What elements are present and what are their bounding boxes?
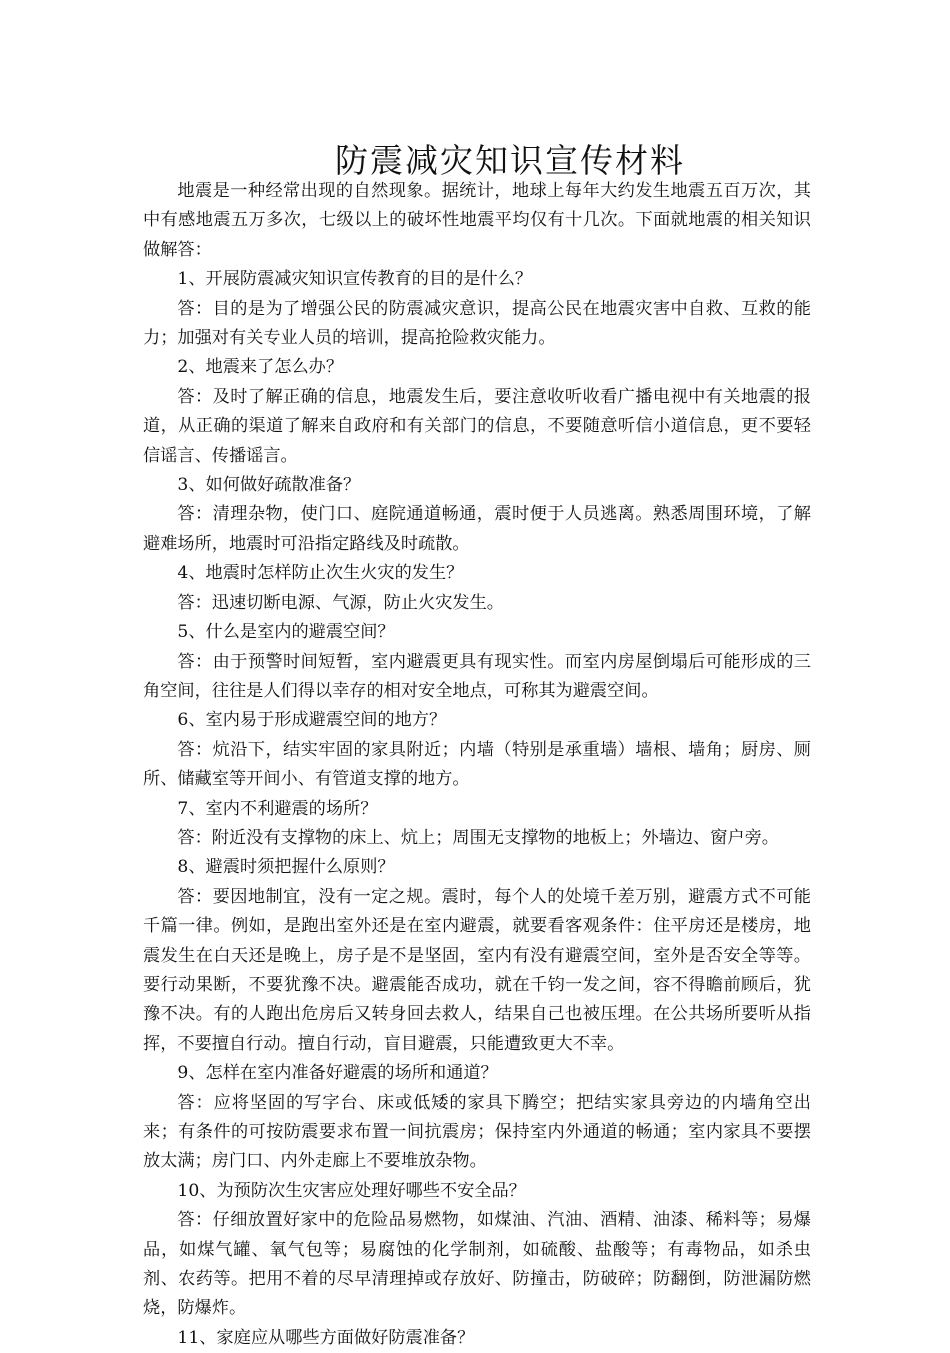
question-6: 6、室内易于形成避震空间的地方？ [177, 710, 447, 731]
answer-1: 答：目的是为了增强公民的防震减灾意识，提高公民在地震灾害中自救、互救的能力；加强对有关专业人员的培训，提高抢险救灾能力。 [143, 298, 811, 349]
question-8: 8、避震时须把握什么原则？ [177, 857, 395, 878]
question-10: 10、为预防次生灾害应处理好哪些不安全品？ [177, 1180, 526, 1201]
question-1: 1、开展防震减灾知识宣传教育的目的是什么？ [177, 269, 533, 290]
document-title: 防震减灾知识宣传材料 [335, 141, 685, 180]
question-4: 4、地震时怎样防止次生火灾的发生？ [177, 563, 464, 584]
answer-5: 答：由于预警时间短暂，室内避震更具有现实性。而室内房屋倒塌后可能形成的三角空间，往往是人们得以幸存的相对安全地点，可称其为避震空间。 [143, 651, 811, 701]
document-body [143, 177, 811, 1353]
intro-paragraph: 地震是一种经常出现的自然现象。据统计，地球上每年大约发生地震五百万次，其中有感地震五万多次，七级以上的破坏性地震平均仅有十几次。下面就地震的相关知识做解答： [143, 181, 811, 260]
question-2: 2、地震来了怎么办？ [177, 357, 344, 378]
question-9: 9、怎样在室内准备好避震的场所和通道？ [177, 1063, 498, 1084]
question-11: 11、家庭应从哪些方面做好防震准备？ [177, 1327, 475, 1348]
answer-6: 答：炕沿下，结实牢固的家具附近；内墙（特别是承重墙）墙根、墙角；厨房、厕所、储藏室等开间小、有管道支撑的地方。 [143, 739, 811, 790]
answer-3: 答：清理杂物，使门口、庭院通道畅通，震时便于人员逃离。熟悉周围环境，了解避难场所，地震时可沿指定路线及时疏散。 [143, 504, 811, 554]
question-7: 7、室内不利避震的场所？ [177, 798, 378, 819]
answer-2: 答：及时了解正确的信息，地震发生后，要注意收听收看广播电视中有关地震的报道，从正确的渠道了解来自政府和有关部门的信息，不要随意听信小道信息，更不要轻信谣言、传播谣言。 [143, 386, 811, 466]
question-5: 5、什么是室内的避震空间？ [177, 622, 395, 643]
answer-4: 答：迅速切断电源、气源，防止火灾发生。 [177, 592, 504, 613]
answer-8: 答：要因地制宜，没有一定之规。震时，每个人的处境千差万别，避震方式不可能千篇一律。例如，是跑出室外还是在室内避震，就要看客观条件：住平房还是楼房，地震发生在白天还是晚上，房子是不是坚固，室内有没有避震空间，室外是否安全等等。要行动果断，不要犹豫不决。避震能否成功，就在千钧一发之间，容不得瞻前顾后，犹豫不决。有的人跑出危房后又转身回去救人，结果自己也被压埋。在公共场所要听从指挥，不要擅自行动。擅自行动，盲目避震，只能遭致更大不幸。 [143, 886, 811, 1054]
question-3: 3、如何做好疏散准备？ [177, 475, 361, 496]
answer-9: 答：应将坚固的写字台、床或低矮的家具下腾空；把结实家具旁边的内墙角空出来；有条件的可按防震要求布置一间抗震房；保持室内外通道的畅通；室内家具不要摆放太满；房门口、内外走廊上不要堆放杂物。 [143, 1092, 811, 1172]
answer-7: 答：附近没有支撑物的床上、炕上；周围无支撑物的地板上；外墙边、窗户旁。 [177, 827, 779, 848]
answer-10: 答：仔细放置好家中的危险品易燃物，如煤油、汽油、酒精、油漆、稀料等；易爆品，如煤气罐、氧气包等；易腐蚀的化学制剂，如硫酸、盐酸等；有毒物品，如杀虫剂、农药等。把用不着的尽早清理掉或存放好、防撞击，防破碎；防翻倒，防泄漏防燃烧，防爆炸。 [143, 1210, 811, 1319]
